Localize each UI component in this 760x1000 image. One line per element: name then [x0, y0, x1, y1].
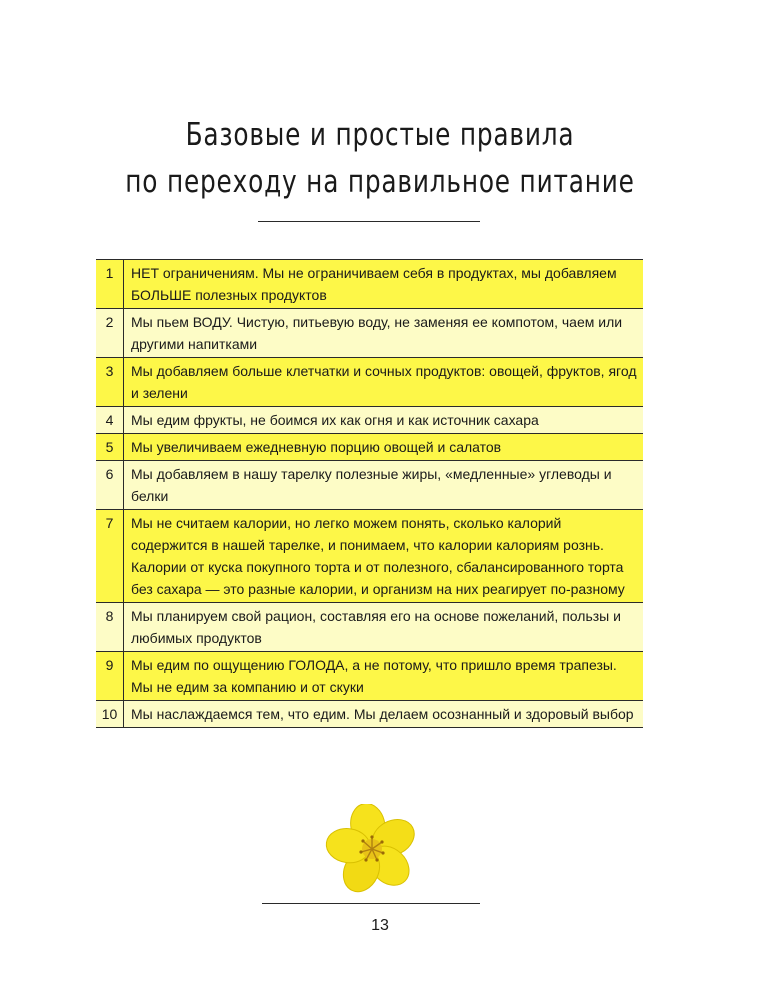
page-title — [76, 112, 684, 206]
rule-text: Мы едим фрукты, не боимся их как огня и как источник сахара — [124, 407, 644, 434]
rule-text: Мы едим по ощущению ГОЛОДА, а не потому, что пришло время трапезы. Мы не едим за компанию и от скуки — [124, 652, 644, 701]
rule-number: 8 — [96, 603, 124, 652]
rule-text: Мы добавляем больше клетчатки и сочных продуктов: овощей, фруктов, ягод и зелени — [124, 358, 644, 407]
rule-number: 2 — [96, 309, 124, 358]
title-divider — [258, 221, 480, 222]
rule-number: 3 — [96, 358, 124, 407]
rule-text: Мы увеличиваем ежедневную порцию овощей и салатов — [124, 434, 644, 461]
table-row — [96, 510, 643, 603]
rule-text: Мы пьем ВОДУ. Чистую, питьевую воду, не заменяя ее компотом, чаем или другими напитками — [124, 309, 644, 358]
yellow-flower-icon — [314, 804, 434, 894]
table-row — [96, 461, 643, 510]
rule-text: НЕТ ограничениям. Мы не ограничиваем себя в продуктах, мы добавляем БОЛЬШЕ полезных продуктов — [124, 260, 644, 309]
rule-number: 4 — [96, 407, 124, 434]
table-row — [96, 309, 643, 358]
page-number: 13 — [371, 917, 389, 934]
page-title-line-2: по переходу на правильное питание — [125, 164, 635, 200]
table-row — [96, 260, 643, 309]
rule-number: 7 — [96, 510, 124, 603]
table-row — [96, 701, 643, 728]
rule-number: 6 — [96, 461, 124, 510]
table-row — [96, 434, 643, 461]
rule-number: 5 — [96, 434, 124, 461]
rule-text: Мы не считаем калории, но легко можем понять, сколько калорий содержится в нашей тарелке, и понимаем, что калории калориям рознь. Калории от куска покупного торта и от полезного, сбалансированного торта без сахара — это разные калории, и организм на них реагирует по-разному — [124, 510, 644, 603]
footer-divider — [262, 903, 480, 904]
rule-number: 9 — [96, 652, 124, 701]
rule-number: 1 — [96, 260, 124, 309]
table-row — [96, 358, 643, 407]
rules-table — [96, 259, 643, 728]
table-row — [96, 603, 643, 652]
rule-text: Мы наслаждаемся тем, что едим. Мы делаем осознанный и здоровый выбор — [124, 701, 644, 728]
rule-text: Мы добавляем в нашу тарелку полезные жиры, «медленные» углеводы и белки — [124, 461, 644, 510]
page-title-line-1: Базовые и простые правила — [185, 117, 575, 153]
rule-text: Мы планируем свой рацион, составляя его на основе пожеланий, пользы и любимых продуктов — [124, 603, 644, 652]
rule-number: 10 — [96, 701, 124, 728]
table-row — [96, 407, 643, 434]
table-row — [96, 652, 643, 701]
